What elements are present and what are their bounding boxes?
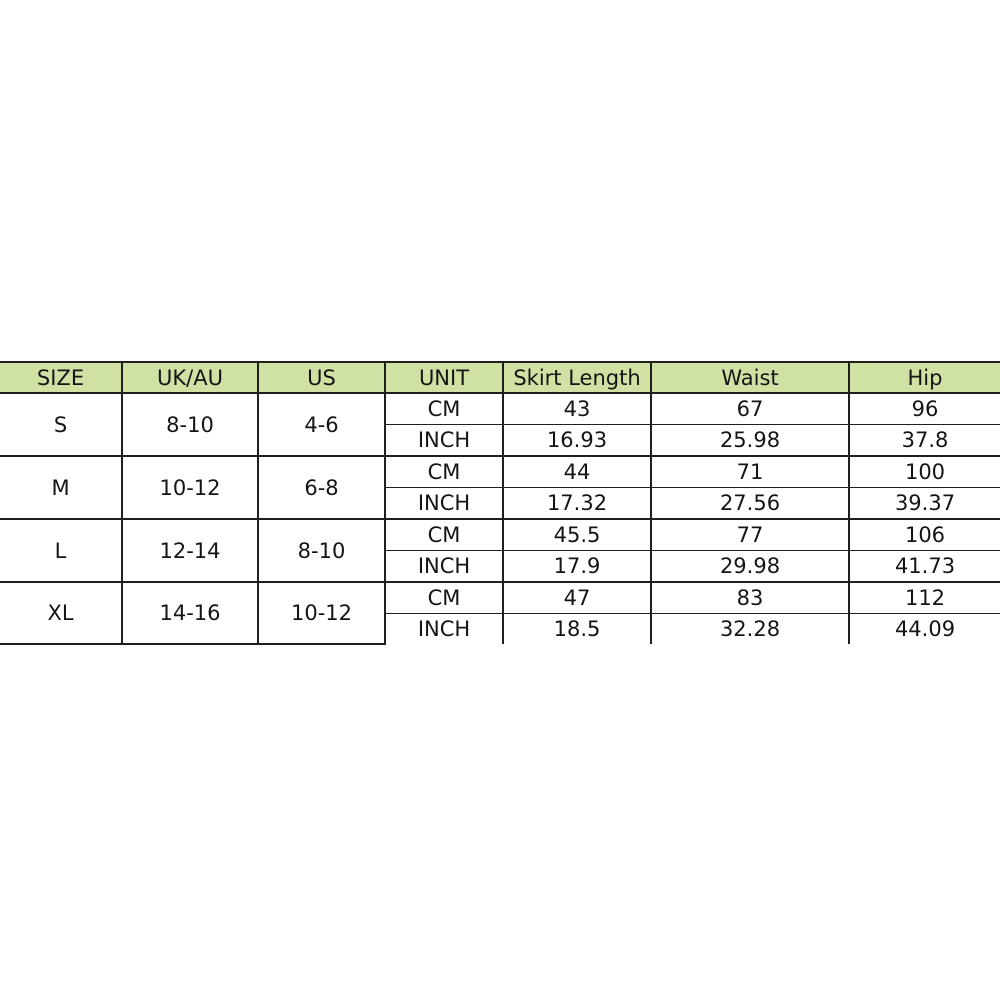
hip-cell: 96 [849, 393, 1000, 425]
skirt-length-cell: 45.5 [503, 519, 651, 551]
waist-cell: 32.28 [651, 614, 849, 645]
us-cell: 4-6 [258, 393, 385, 456]
unit-cell: INCH [385, 614, 503, 645]
header-cell-waist: Waist [651, 362, 849, 393]
unit-cell: CM [385, 519, 503, 551]
skirt-length-cell: 43 [503, 393, 651, 425]
skirt-length-cell: 18.5 [503, 614, 651, 645]
uk-au-cell: 8-10 [122, 393, 258, 456]
unit-cell: CM [385, 456, 503, 488]
hip-cell: 106 [849, 519, 1000, 551]
uk-au-cell: 12-14 [122, 519, 258, 582]
hip-cell: 37.8 [849, 425, 1000, 457]
hip-cell: 100 [849, 456, 1000, 488]
uk-au-cell: 10-12 [122, 456, 258, 519]
hip-cell: 41.73 [849, 551, 1000, 583]
skirt-length-cell: 17.9 [503, 551, 651, 583]
skirt-length-cell: 47 [503, 582, 651, 614]
header-cell-size: SIZE [0, 362, 122, 393]
hip-cell: 44.09 [849, 614, 1000, 645]
skirt-length-cell: 17.32 [503, 488, 651, 520]
header-cell-uk-au: UK/AU [122, 362, 258, 393]
header-cell-skirt-length: Skirt Length [503, 362, 651, 393]
table-row [0, 519, 1000, 551]
table-row [0, 582, 1000, 614]
unit-cell: CM [385, 582, 503, 614]
hip-cell: 39.37 [849, 488, 1000, 520]
header-cell-unit: UNIT [385, 362, 503, 393]
header-cell-hip: Hip [849, 362, 1000, 393]
size-cell: L [0, 519, 122, 582]
skirt-length-cell: 16.93 [503, 425, 651, 457]
size-cell: XL [0, 582, 122, 644]
size-cell: S [0, 393, 122, 456]
unit-cell: CM [385, 393, 503, 425]
waist-cell: 27.56 [651, 488, 849, 520]
waist-cell: 83 [651, 582, 849, 614]
waist-cell: 77 [651, 519, 849, 551]
unit-cell: INCH [385, 551, 503, 583]
waist-cell: 71 [651, 456, 849, 488]
size-chart-table [0, 361, 1000, 645]
table-row [0, 393, 1000, 425]
header-row [0, 362, 1000, 393]
skirt-length-cell: 44 [503, 456, 651, 488]
waist-cell: 67 [651, 393, 849, 425]
waist-cell: 25.98 [651, 425, 849, 457]
unit-cell: INCH [385, 488, 503, 520]
waist-cell: 29.98 [651, 551, 849, 583]
us-cell: 8-10 [258, 519, 385, 582]
table-row [0, 456, 1000, 488]
unit-cell: INCH [385, 425, 503, 457]
us-cell: 6-8 [258, 456, 385, 519]
size-cell: M [0, 456, 122, 519]
hip-cell: 112 [849, 582, 1000, 614]
uk-au-cell: 14-16 [122, 582, 258, 644]
us-cell: 10-12 [258, 582, 385, 644]
header-cell-us: US [258, 362, 385, 393]
